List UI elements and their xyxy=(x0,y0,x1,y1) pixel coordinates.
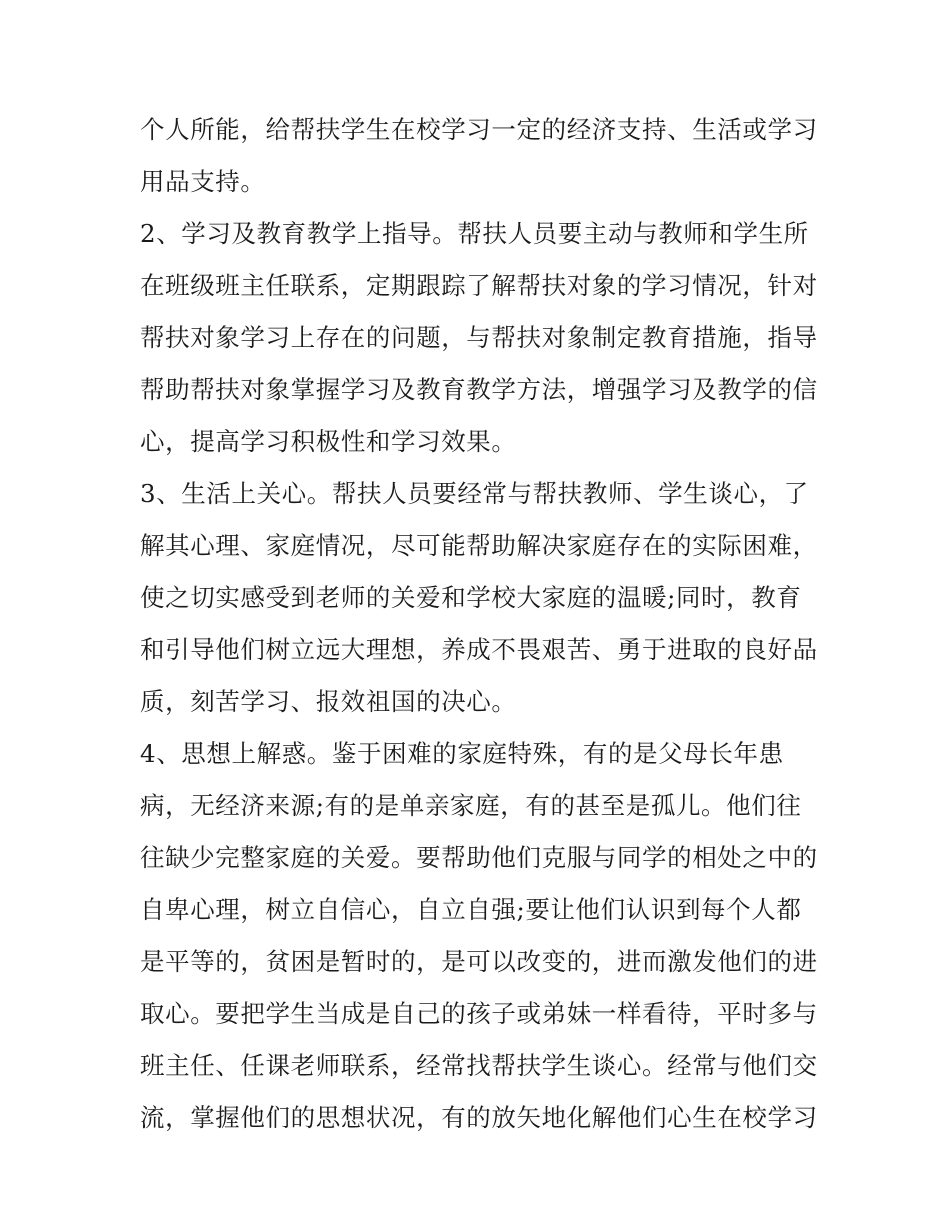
text-line: 解其心理、家庭情况，尽可能帮助解决家庭存在的实际困难， xyxy=(140,531,818,560)
text-line: 自卑心理，树立自信心，自立自强;要让他们认识到每个人都 xyxy=(140,895,802,924)
text-line: 质，刻苦学习、报效祖国的决心。 xyxy=(140,687,517,716)
text-line: 在班级班主任联系，定期跟踪了解帮扶对象的学习情况，针对 xyxy=(140,271,818,300)
text-line: 个人所能，给帮扶学生在校学习一定的经济支持、生活或学习 xyxy=(140,115,818,144)
text-line: 帮助帮扶对象掌握学习及教育教学方法，增强学习及教学的信 xyxy=(140,375,818,404)
text-line: 和引导他们树立远大理想，养成不畏艰苦、勇于进取的良好品 xyxy=(140,635,818,664)
text-line: 病，无经济来源;有的是单亲家庭，有的甚至是孤儿。他们往 xyxy=(140,791,802,820)
text-line: 3、生活上关心。帮扶人员要经常与帮扶教师、学生谈心，了 xyxy=(140,479,809,508)
text-line: 心，提高学习积极性和学习效果。 xyxy=(140,427,517,456)
text-line: 取心。要把学生当成是自己的孩子或弟妹一样看待，平时多与 xyxy=(140,999,818,1028)
text-line: 4、思想上解惑。鉴于困难的家庭特殊，有的是父母长年患 xyxy=(140,739,784,768)
text-line: 班主任、任课老师联系，经常找帮扶学生谈心。经常与他们交 xyxy=(140,1051,818,1080)
text-line: 是平等的，贫困是暂时的，是可以改变的，进而激发他们的进 xyxy=(140,947,818,976)
text-line: 2、学习及教育教学上指导。帮扶人员要主动与教师和学生所 xyxy=(140,219,809,248)
text-line: 流，掌握他们的思想状况，有的放矢地化解他们心生在校学习 xyxy=(140,1103,818,1132)
text-line: 使之切实感受到老师的关爱和学校大家庭的温暖;同时，教育 xyxy=(140,583,802,612)
text-line: 用品支持。 xyxy=(140,167,266,196)
text-line: 往缺少完整家庭的关爱。要帮助他们克服与同学的相处之中的 xyxy=(140,843,818,872)
text-line: 帮扶对象学习上存在的问题，与帮扶对象制定教育措施，指导 xyxy=(140,323,818,352)
